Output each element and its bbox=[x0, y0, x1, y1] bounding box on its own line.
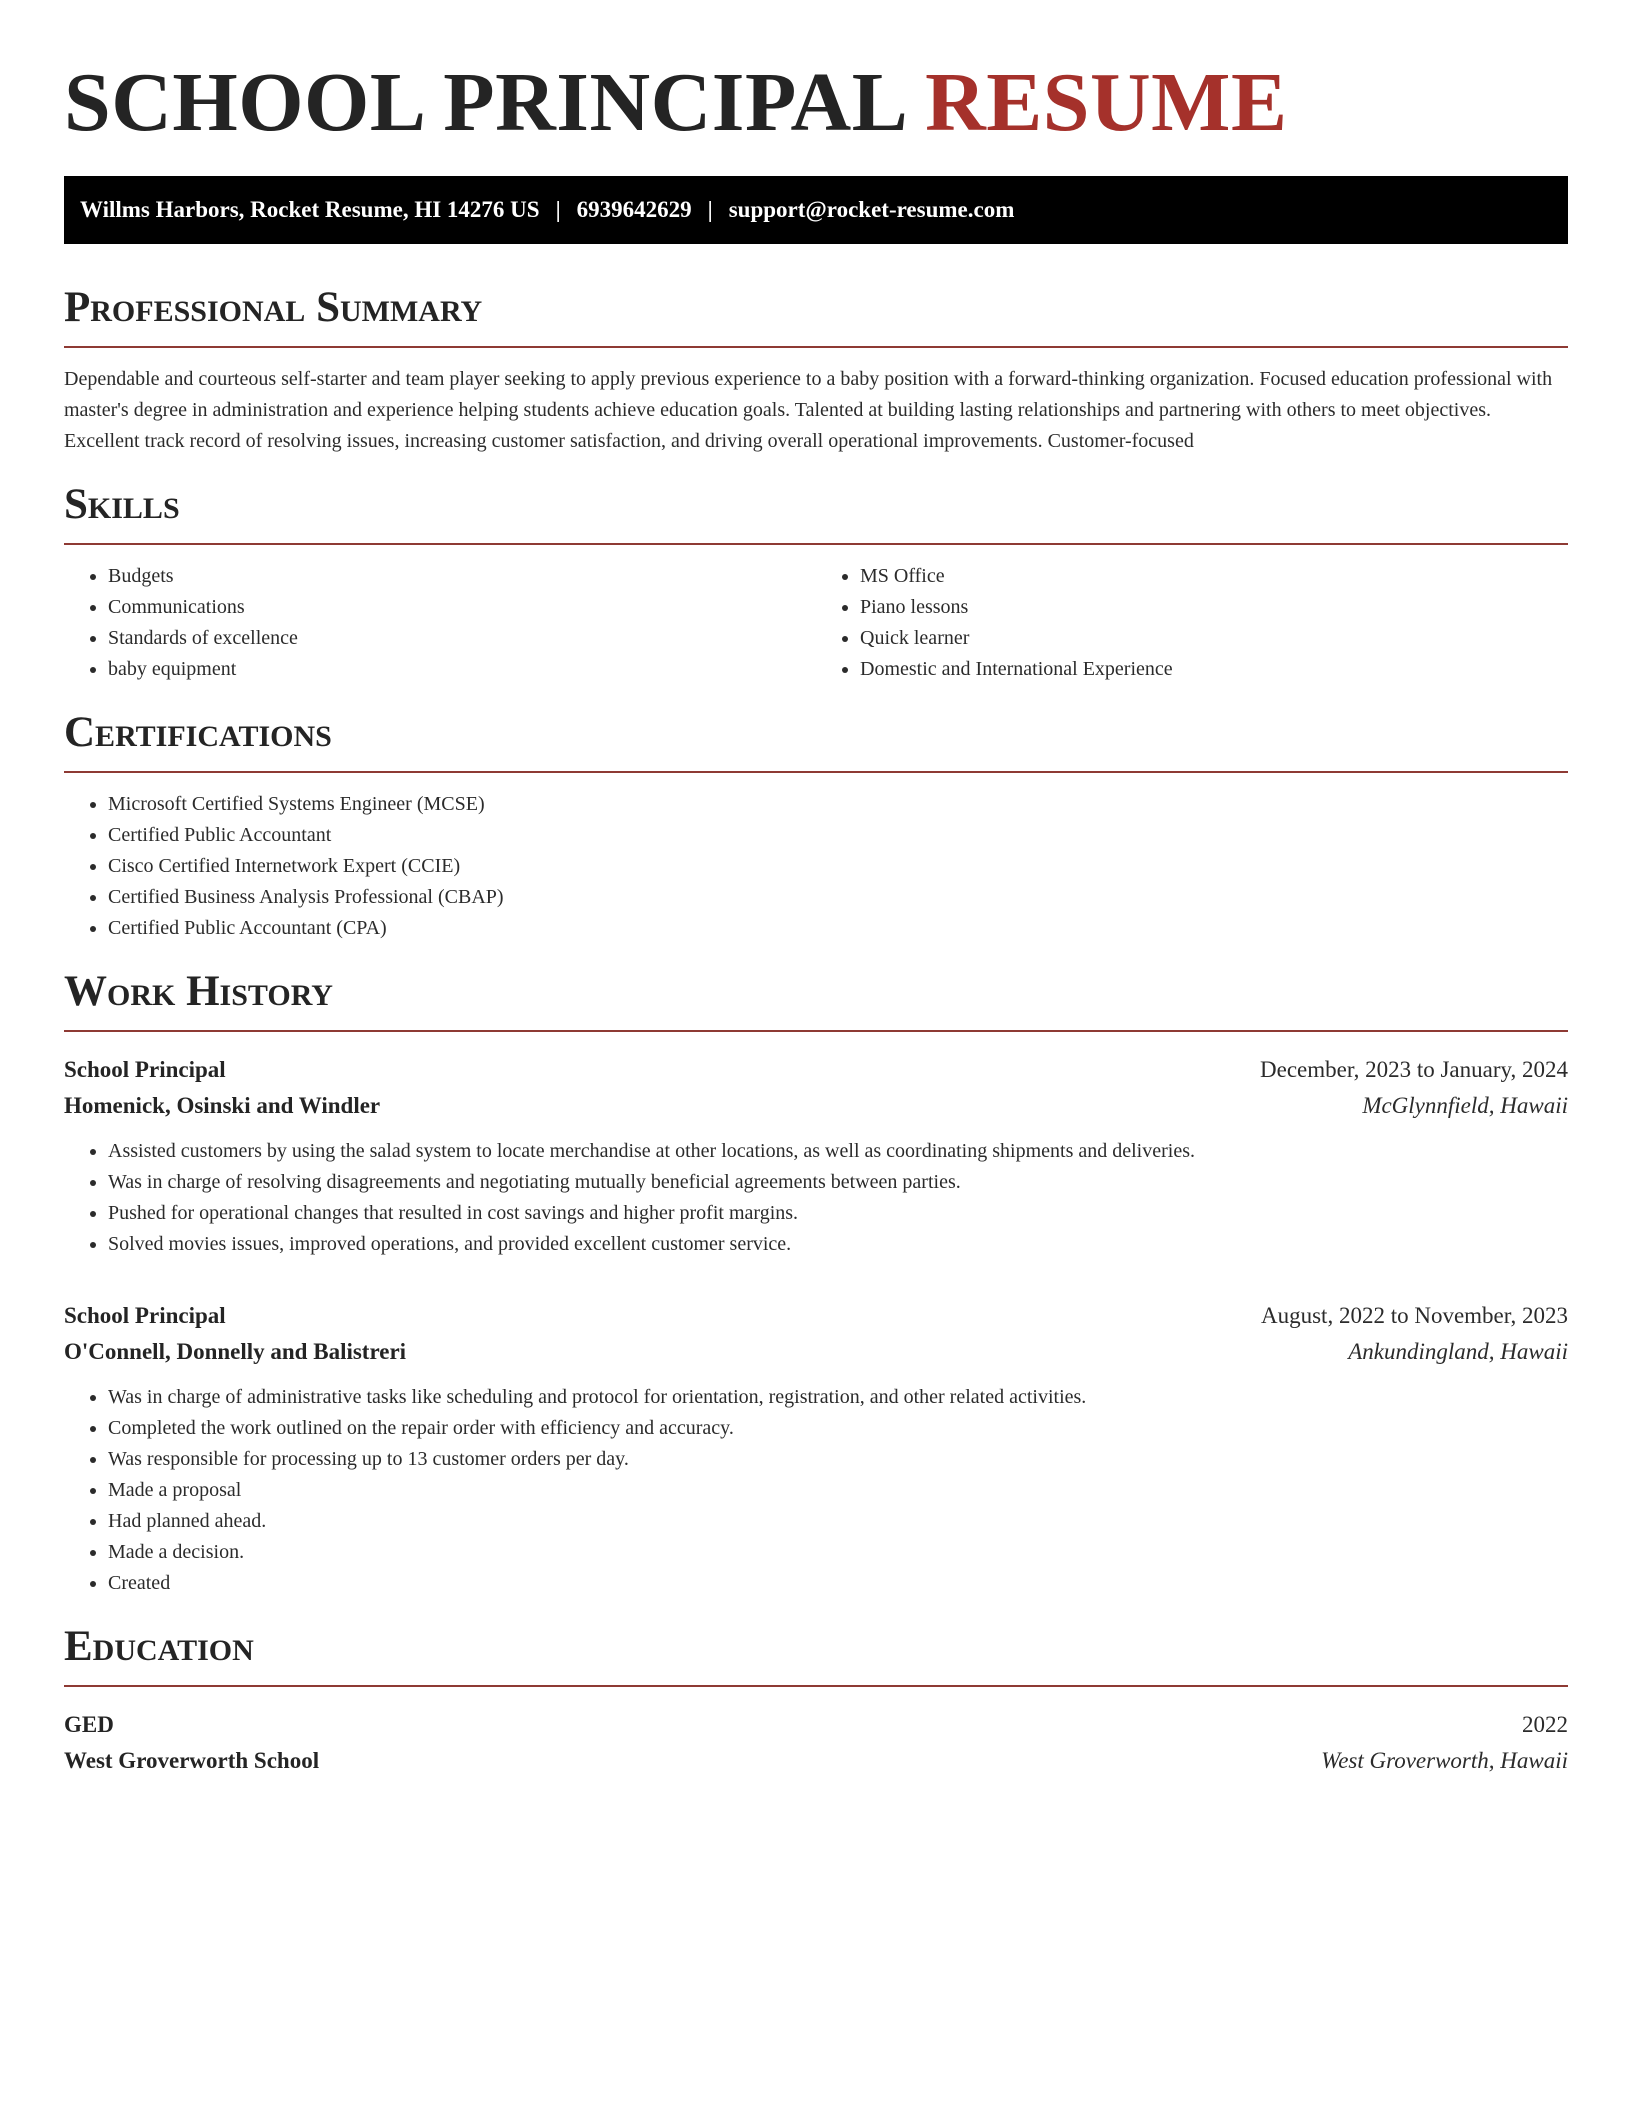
job-entry bbox=[64, 1052, 1568, 1260]
skills-list-right bbox=[816, 561, 1568, 685]
skill-item: • Piano lessons bbox=[860, 592, 1568, 623]
contact-separator: | bbox=[707, 197, 713, 222]
skill-item: • Quick learner bbox=[860, 623, 1568, 654]
job-title: School Principal bbox=[64, 1303, 226, 1328]
job-dates: December, 2023 to January, 2024 bbox=[1260, 1057, 1568, 1082]
job-dates: August, 2022 to November, 2023 bbox=[1261, 1303, 1568, 1328]
job-bullet: • Had planned ahead. bbox=[108, 1506, 1568, 1537]
skill-item: • Communications bbox=[108, 592, 816, 623]
certifications-list bbox=[64, 789, 1568, 944]
summary-heading: Professional Summary bbox=[64, 282, 1568, 348]
job-bullets bbox=[64, 1136, 1568, 1260]
skill-item: • Budgets bbox=[108, 561, 816, 592]
job-title: School Principal bbox=[64, 1057, 226, 1082]
job-entry bbox=[64, 1298, 1568, 1599]
certification-item: • Certified Business Analysis Professional (CBAP) bbox=[108, 882, 1568, 913]
job-company-row bbox=[64, 1088, 1568, 1124]
certification-item: • Certified Public Accountant (CPA) bbox=[108, 913, 1568, 944]
education-heading: Education bbox=[64, 1621, 1568, 1687]
job-location: McGlynnfield, Hawaii bbox=[1362, 1093, 1568, 1118]
job-bullet: • Solved movies issues, improved operations, and provided excellent customer service. bbox=[108, 1229, 1568, 1260]
skills-heading: Skills bbox=[64, 479, 1568, 545]
skill-item: • baby equipment bbox=[108, 654, 816, 685]
contact-separator: | bbox=[555, 197, 561, 222]
contact-address: Willms Harbors, Rocket Resume, HI 14276 US bbox=[80, 197, 540, 222]
education-school: West Groverworth School bbox=[64, 1748, 320, 1773]
education-year: 2022 bbox=[1522, 1712, 1568, 1737]
job-company: Homenick, Osinski and Windler bbox=[64, 1093, 381, 1118]
skills-list-left bbox=[64, 561, 816, 685]
contact-email: support@rocket-resume.com bbox=[728, 197, 1015, 222]
summary-text: Dependable and courteous self-starter and team player seeking to apply previous experience to a baby position with a forward-thinking organization. Focused education professional with master's degree in administration and experience helping students achieve education goals. Talented at building lasting relationships and partnering with others to meet objectives. Excellent track record of resolving issues, increasing customer satisfaction, and driving overall operational improvements. Customer-focused bbox=[64, 368, 1553, 452]
job-bullet: • Was in charge of resolving disagreements and negotiating mutually beneficial agreements between parties. bbox=[108, 1167, 1568, 1198]
job-bullet: • Assisted customers by using the salad system to locate merchandise at other locations, as well as coordinating shipments and deliveries. bbox=[108, 1136, 1568, 1167]
certification-item: • Certified Public Accountant bbox=[108, 820, 1568, 851]
job-title-row bbox=[64, 1052, 1568, 1088]
education-school-row bbox=[64, 1743, 1568, 1779]
job-title-row bbox=[64, 1298, 1568, 1334]
job-location: Ankundingland, Hawaii bbox=[1348, 1339, 1568, 1364]
job-bullet: • Pushed for operational changes that resulted in cost savings and higher profit margins. bbox=[108, 1198, 1568, 1229]
education-entry bbox=[64, 1707, 1568, 1779]
work-history-section bbox=[64, 966, 1568, 1599]
certifications-section bbox=[64, 707, 1568, 944]
certifications-heading: Certifications bbox=[64, 707, 1568, 773]
education-section bbox=[64, 1621, 1568, 1779]
job-bullet: • Was in charge of administrative tasks like scheduling and protocol for orientation, registration, and other related activities. bbox=[108, 1382, 1568, 1413]
education-degree-row bbox=[64, 1707, 1568, 1743]
certification-item: • Microsoft Certified Systems Engineer (MCSE) bbox=[108, 789, 1568, 820]
work-history-heading: Work History bbox=[64, 966, 1568, 1032]
skills-grid bbox=[64, 545, 1568, 685]
job-bullet: • Created bbox=[108, 1568, 1568, 1599]
education-degree: GED bbox=[64, 1712, 114, 1737]
contact-bar bbox=[64, 176, 1568, 244]
skill-item: • Domestic and International Experience bbox=[860, 654, 1568, 685]
summary-section bbox=[64, 282, 1568, 457]
skills-section bbox=[64, 479, 1568, 685]
job-company: O'Connell, Donnelly and Balistreri bbox=[64, 1339, 407, 1364]
title-accent: RESUME bbox=[925, 56, 1288, 149]
job-bullet: • Completed the work outlined on the repair order with efficiency and accuracy. bbox=[108, 1413, 1568, 1444]
job-company-row bbox=[64, 1334, 1568, 1370]
skill-item: • Standards of excellence bbox=[108, 623, 816, 654]
job-bullet: • Was responsible for processing up to 13 customer orders per day. bbox=[108, 1444, 1568, 1475]
skill-item: • MS Office bbox=[860, 561, 1568, 592]
certification-item: • Cisco Certified Internetwork Expert (CCIE) bbox=[108, 851, 1568, 882]
job-bullet: • Made a proposal bbox=[108, 1475, 1568, 1506]
contact-phone: 6939642629 bbox=[576, 197, 692, 222]
job-bullets bbox=[64, 1382, 1568, 1599]
resume-title bbox=[64, 0, 1568, 154]
job-bullet: • Made a decision. bbox=[108, 1537, 1568, 1568]
title-main: SCHOOL PRINCIPAL bbox=[64, 56, 904, 149]
education-location: West Groverworth, Hawaii bbox=[1321, 1748, 1568, 1773]
